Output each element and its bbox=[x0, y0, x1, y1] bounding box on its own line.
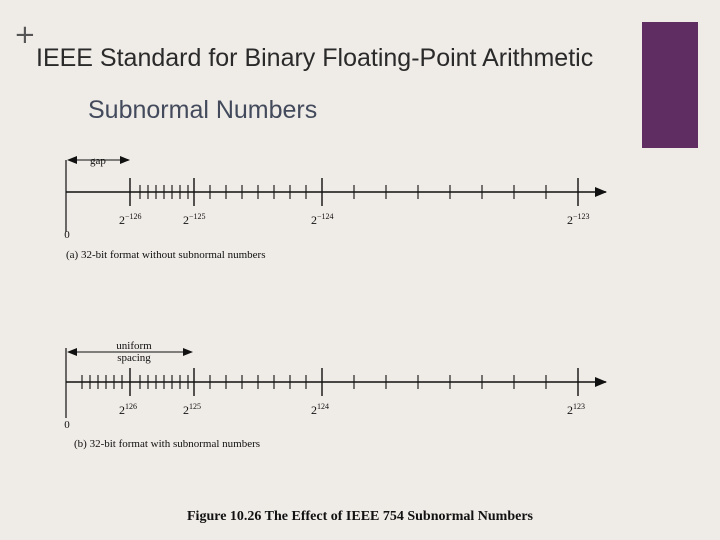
panel-b-tick-labels bbox=[119, 402, 585, 417]
panel-b-uniform-label: uniform bbox=[116, 340, 152, 352]
slide-subtitle: Subnormal Numbers bbox=[88, 96, 318, 124]
panel-a-gap-label: gap bbox=[90, 155, 106, 167]
power-of-two-label: $2^{124}$ bbox=[311, 402, 329, 417]
power-of-two-label: $2^{-125}$ bbox=[183, 212, 206, 227]
panel-b bbox=[64, 340, 606, 450]
panel-b-caption: (b) 32-bit format with subnormal numbers bbox=[74, 438, 261, 450]
power-of-two-label: $2^{125}$ bbox=[183, 402, 201, 417]
panel-b-spacing-label: spacing bbox=[117, 352, 151, 364]
panel-a-tick-labels bbox=[119, 212, 590, 227]
figure-caption: Figure 10.26 The Effect of IEEE 754 Subnormal Numbers bbox=[187, 509, 533, 524]
panel-a-caption: (a) 32-bit format without subnormal numbers bbox=[66, 249, 266, 261]
power-of-two-label: $2^{126}$ bbox=[119, 402, 137, 417]
slide-plus-marker: + bbox=[14, 20, 36, 50]
power-of-two-label: $2^{-124}$ bbox=[311, 212, 334, 227]
panel-a-zero-label: 0 bbox=[64, 229, 70, 241]
panel-a bbox=[64, 155, 606, 261]
power-of-two-label: $2^{-126}$ bbox=[119, 212, 142, 227]
slide-title: IEEE Standard for Binary Floating-Point Arithmetic bbox=[36, 44, 594, 72]
power-of-two-label: $2^{-123}$ bbox=[567, 212, 590, 227]
power-of-two-label: $2^{123}$ bbox=[567, 402, 585, 417]
panel-b-zero-label: 0 bbox=[64, 419, 70, 431]
